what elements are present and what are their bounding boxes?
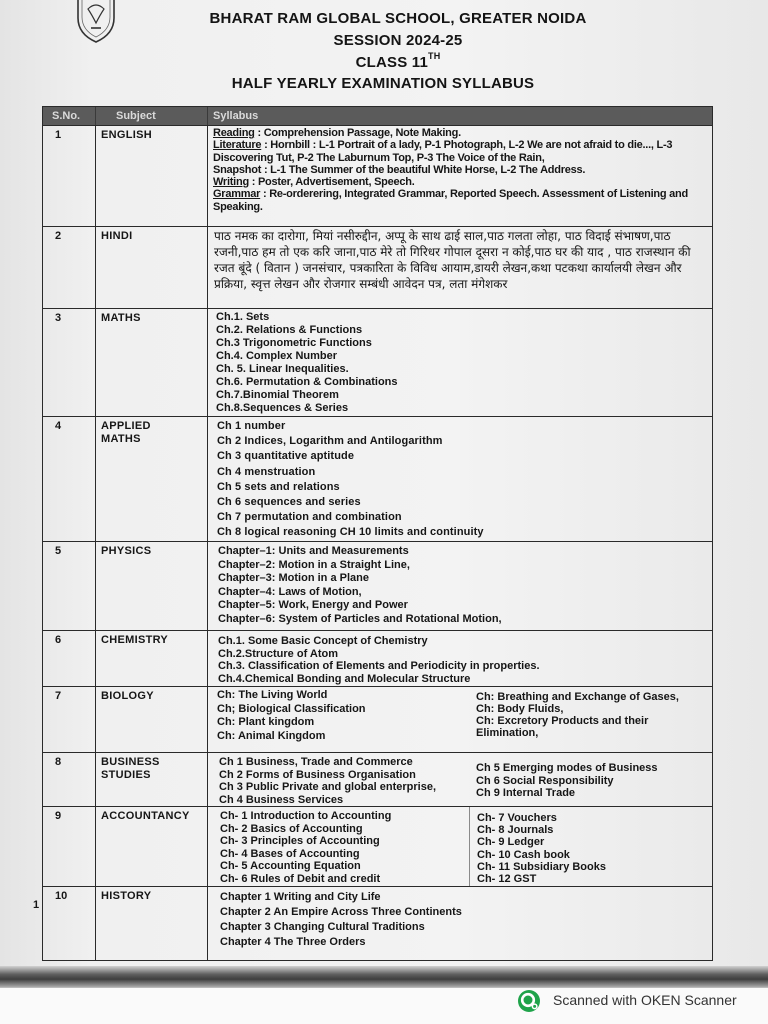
chapter-item: Ch 2 Forms of Business Organisation (219, 768, 416, 781)
chapter-item: Chapter–1: Units and Measurements (218, 545, 409, 557)
syllabus-left-column (208, 687, 469, 752)
chapter-item: Ch- 11 Subsidiary Books (477, 860, 606, 873)
chapter-item: Ch 9 Internal Trade (476, 787, 576, 799)
subject-cell (96, 126, 208, 226)
chapter-item: Ch.3. Classification of Elements and Periodicity in properties. (218, 660, 540, 673)
section-text: : Re-orderering, Integrated Grammar, Reported Speech. Assessment of Listening and Speaking. (213, 188, 688, 213)
subject-cell (96, 417, 208, 541)
chapter-item: Ch 5 Emerging modes of Business (476, 762, 658, 774)
exam-title: HALF YEARLY EXAMINATION SYLLABUS (231, 75, 535, 92)
syllabus-right-column (469, 753, 712, 806)
table-row-english (43, 126, 712, 227)
chapter-item: Ch.2.Structure of Atom (218, 647, 338, 660)
syllabus-cell (208, 753, 712, 806)
serial-number: 3 (43, 309, 96, 416)
section-text: : Poster, Advertisement, Speech. (251, 176, 415, 189)
syllabus-line (213, 164, 706, 176)
chapter-item: Ch.6. Permutation & Combinations (216, 376, 398, 388)
syllabus-left-column (208, 807, 469, 886)
chapter-item: Ch 4 menstruation (217, 465, 316, 478)
chapter-item: Ch- 2 Basics of Accounting (220, 822, 363, 835)
subject-name: ACCOUNTANCY (101, 810, 190, 822)
serial-number: 6 (43, 631, 96, 686)
syllabus-cell (208, 887, 712, 960)
chapter-item: Ch 6 sequences and series (217, 496, 361, 509)
table-row-biology (43, 687, 712, 753)
serial-number: 2 (43, 227, 96, 308)
chapter-item: Ch 5 sets and relations (217, 480, 340, 493)
table-row-physics (43, 542, 712, 631)
table-header-row (43, 107, 712, 126)
section-text: : Comprehension Passage, Note Making. (257, 127, 461, 139)
chapter-item: Ch.4.Chemical Bonding and Molecular Structure (218, 672, 471, 685)
syllabus-cell (208, 807, 712, 886)
school-crest-icon (74, 0, 118, 44)
subject-name: BIOLOGY (101, 690, 154, 702)
chapter-item: Ch- 4 Bases of Accounting (220, 847, 360, 860)
subject-cell (96, 753, 208, 806)
section-label: Reading (213, 127, 255, 139)
class-superscript: TH (428, 51, 441, 61)
chapter-item: Ch- 7 Vouchers (477, 812, 557, 824)
margin-page-mark: 1 (33, 899, 40, 911)
chapter-item: Ch; Biological Classification (217, 702, 366, 715)
chapter-item: Ch- 5 Accounting Equation (220, 860, 361, 873)
subject-name: HISTORY (101, 890, 152, 902)
chapter-item: Ch 1 Business, Trade and Commerce (219, 756, 413, 768)
chapter-item: Ch.7.Binomial Theorem (216, 389, 339, 401)
chapter-item: Ch- 12 GST (477, 873, 537, 886)
chapter-item: Ch 1 number (217, 420, 286, 432)
syllabus-line (213, 127, 706, 139)
subject-cell (96, 542, 208, 630)
table-row-maths (43, 309, 712, 417)
syllabus-line (213, 176, 706, 188)
chapter-item: Ch 3 Public Private and global enterprise, (219, 781, 437, 793)
serial-number: 10 (43, 887, 96, 960)
syllabus-right-column (469, 687, 681, 752)
subject-cell (96, 227, 208, 308)
chapter-item: Chapter 1 Writing and City Life (220, 891, 381, 903)
syllabus-right-column (469, 807, 712, 886)
syllabus-line (213, 188, 706, 213)
scan-edge-band (0, 966, 768, 990)
chapter-item: Ch: The Living World (217, 689, 328, 701)
subject-name: HINDI (101, 230, 133, 242)
chapter-item: Chapter 2 An Empire Across Three Continents (220, 906, 462, 918)
class-number: CLASS 11 (355, 54, 429, 71)
table-row-history (43, 887, 712, 961)
chapter-item: Chapter 3 Changing Cultural Traditions (220, 921, 425, 933)
chapter-item: Ch. 5. Linear Inequalities. (216, 363, 349, 375)
serial-number: 8 (43, 753, 96, 806)
chapter-item: Ch- 8 Journals (477, 824, 554, 837)
chapter-item: Ch- 3 Principles of Accounting (220, 835, 380, 848)
chapter-item: Chapter–3: Motion in a Plane (218, 572, 369, 585)
chapter-item: Ch.1. Some Basic Concept of Chemistry (218, 635, 428, 647)
chapter-item: Ch 7 permutation and combination (217, 511, 402, 524)
table-row-applied-maths (43, 417, 712, 542)
syllabus-line (213, 139, 706, 164)
subject-cell (96, 687, 208, 752)
syllabus-cell (208, 542, 712, 630)
table-row-hindi (43, 227, 712, 309)
chapter-item: Ch: Excretory Products and their Elimination, (476, 715, 649, 739)
header-subject: Subject (96, 107, 208, 125)
class-label (150, 53, 646, 71)
subject-name: CHEMISTRY (101, 634, 169, 646)
syllabus-cell (208, 309, 712, 416)
chapter-item: Ch.2. Relations & Functions (216, 324, 363, 336)
section-label: Snapshot (213, 163, 262, 176)
chapter-item: Chapter–4: Laws of Motion, (218, 585, 362, 598)
scanner-watermark-text: Scanned with OKEN Scanner (553, 992, 737, 1008)
subject-name: PHYSICS (101, 545, 152, 557)
subject-name: ENGLISH (101, 129, 152, 141)
chapter-item: Ch.3 Trigonometric Functions (216, 337, 372, 349)
chapter-item: Ch 8 logical reasoning CH 10 limits and continuity (217, 526, 484, 539)
chapter-item: Chapter–6: System of Particles and Rotational Motion, (218, 612, 502, 625)
chapter-item: Ch 6 Social Responsibility (476, 774, 614, 787)
serial-number: 5 (43, 542, 96, 630)
syllabus-cell (208, 417, 712, 541)
chapter-item: Ch.8.Sequences & Series (216, 402, 349, 414)
chapter-item: Ch: Animal Kingdom (217, 729, 326, 742)
table-row-business-studies (43, 753, 712, 807)
chapter-item: Ch: Body Fluids, (476, 703, 564, 715)
header-sno: S.No. (43, 107, 96, 125)
syllabus-table (42, 106, 713, 961)
table-row-chemistry (43, 631, 712, 687)
chapter-item: Ch.1. Sets (216, 311, 270, 323)
syllabus-cell (208, 126, 712, 226)
chapter-item: Ch: Breathing and Exchange of Gases, (476, 691, 679, 703)
chapter-item: Ch- 10 Cash book (477, 848, 570, 861)
serial-number: 4 (43, 417, 96, 541)
section-label: Grammar (213, 188, 261, 201)
section-text: : L-1 The Summer of the beautiful White Horse, L-2 The Address. (263, 163, 586, 176)
session-label: SESSION 2024-25 (333, 32, 463, 49)
chapter-item: Ch 4 Business Services (219, 793, 344, 806)
syllabus-left-column (208, 753, 469, 806)
subject-cell (96, 309, 208, 416)
chapter-item: Chapter–2: Motion in a Straight Line, (218, 558, 410, 571)
table-row-accountancy (43, 807, 712, 887)
serial-number: 7 (43, 687, 96, 752)
chapter-item: Ch: Plant kingdom (217, 716, 315, 728)
syllabus-cell (208, 687, 712, 752)
subject-cell (96, 807, 208, 886)
header-syllabus: Syllabus (213, 110, 259, 122)
section-label: Literature (213, 139, 262, 152)
serial-number: 1 (43, 126, 96, 226)
subject-name: MATHS (101, 312, 141, 324)
syllabus-cell: पाठ नमक का दारोगा, मियां नसीरुद्दीन, अप्पू के साथ ढाई साल,पाठ गलता लोहा, पाठ विदाई संभाषण,पाठ रजनी,पाठ हम तो एक करि जाना,पाठ मेरे तो गिरिधर गोपाल दूसरा न कोई,पाठ घर की याद , पाठ राजस्थान की रजत बूंदे ( वितान ) जनसंचार, पत्रकारिता के विविध आयाम,डायरी लेखन,कथा पटकथा कार्यालयी लेखन और प्रक्रिया, स्वृत्त लेखन और रोजगार सम्बंधी आवेदन पत्र, लता मंगेशकर (214, 229, 691, 291)
chapter-item: Ch 2 Indices, Logarithm and Antilogarithm (217, 435, 443, 448)
section-text: : Hornbill : L-1 Portrait of a lady, P-1 Photograph, L-2 We are not afraid to die..., L-3 Discovering Tut, P-2 The Laburnum Top, P-3 The Voice of the Rain, (213, 139, 673, 164)
chapter-item: Ch- 6 Rules of Debit and credit (220, 872, 381, 885)
subject-name: BUSINESS STUDIES (101, 756, 160, 781)
chapter-item: Ch- 9 Ledger (477, 836, 545, 849)
chapter-item: Ch.4. Complex Number (216, 350, 338, 362)
oken-scanner-logo-icon (517, 989, 541, 1013)
subject-cell (96, 887, 208, 960)
serial-number: 9 (43, 807, 96, 886)
chapter-item: Chapter 4 The Three Orders (220, 936, 366, 948)
chapter-item: Ch- 1 Introduction to Accounting (220, 810, 392, 822)
chapter-item: Chapter–5: Work, Energy and Power (218, 599, 408, 612)
syllabus-cell (208, 631, 712, 686)
subject-name: APPLIED MATHS (101, 420, 151, 445)
school-name: BHARAT RAM GLOBAL SCHOOL, GREATER NOIDA (209, 10, 587, 27)
section-label: Writing (213, 176, 249, 189)
chapter-item: Ch 3 quantitative aptitude (217, 450, 355, 463)
subject-cell (96, 631, 208, 686)
